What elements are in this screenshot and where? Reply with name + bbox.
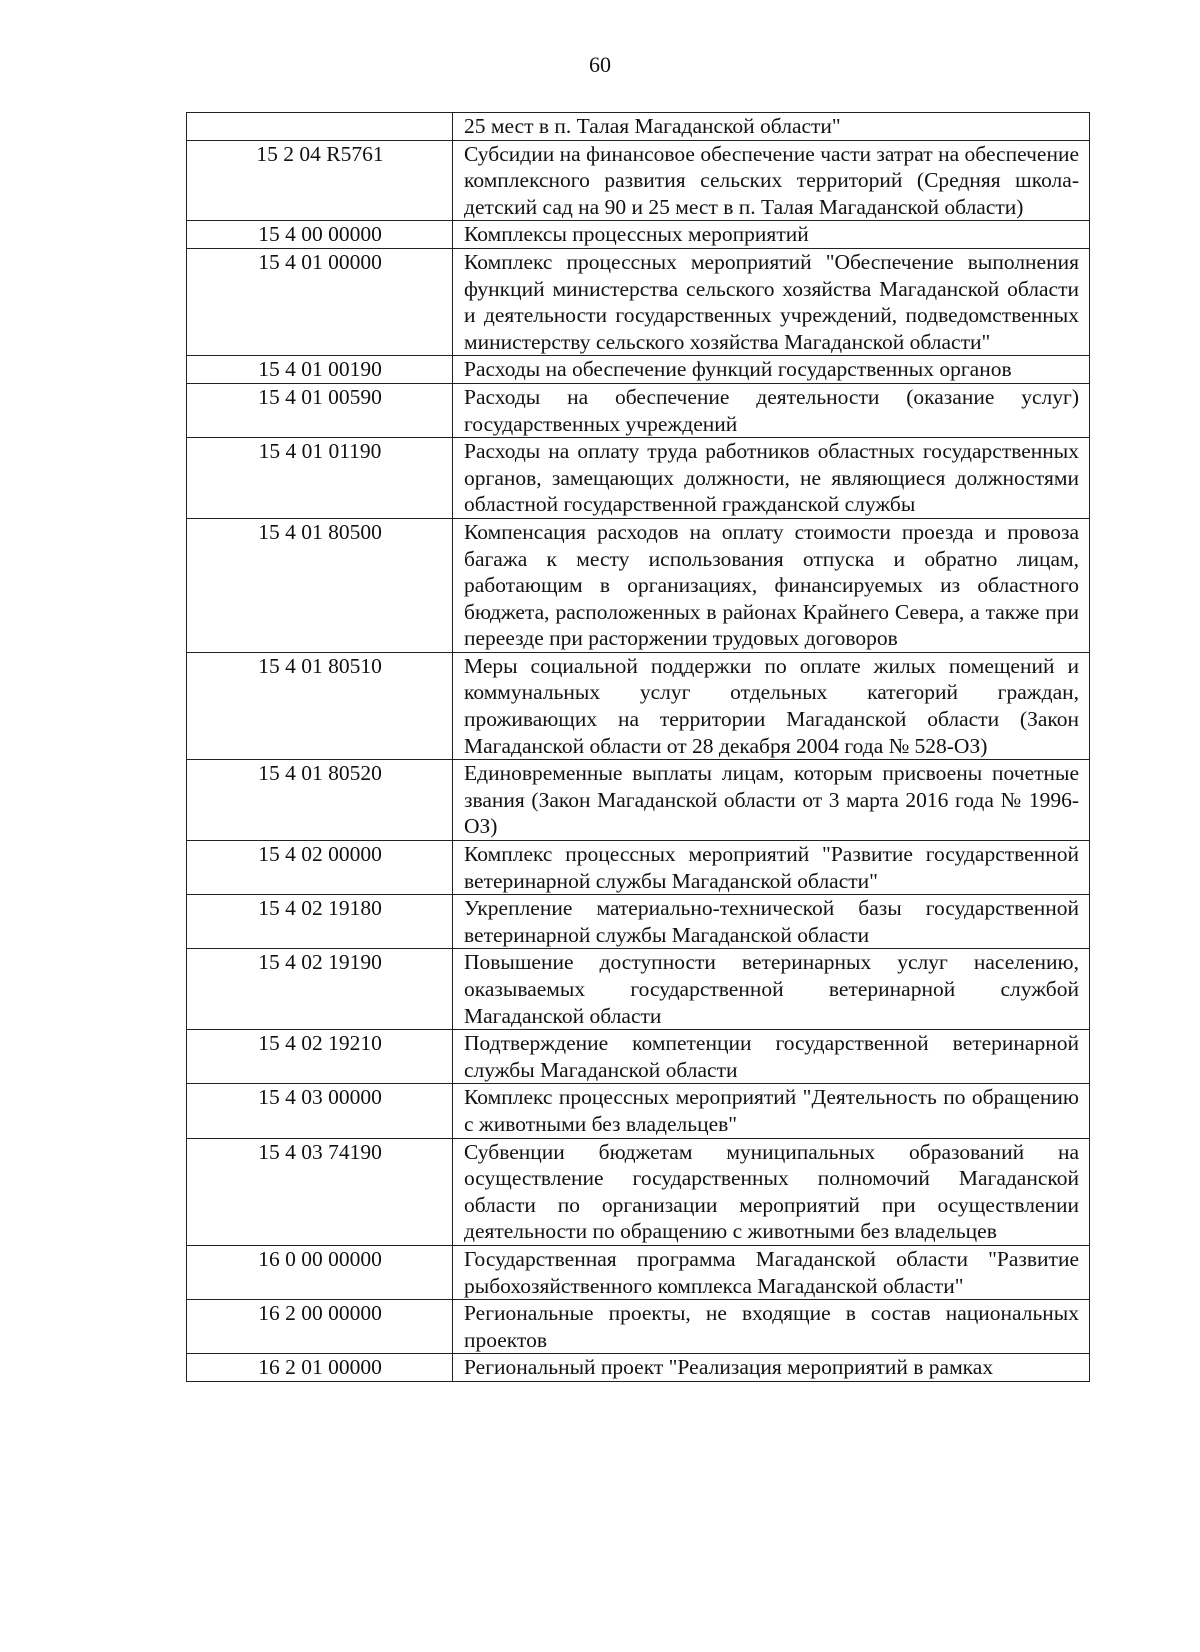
table-row <box>187 383 1090 437</box>
table-row <box>187 1300 1090 1354</box>
description-cell: Меры социальной поддержки по оплате жилых помещений и коммунальных услуг отдельных категорий граждан, проживающих на территории Магаданской области (Закон Магаданской области от 28 декабря 2004 года № 528-ОЗ) <box>453 652 1090 759</box>
code-cell: 16 2 00 00000 <box>187 1300 453 1354</box>
table-row <box>187 140 1090 221</box>
description-cell: 25 мест в п. Талая Магаданской области" <box>453 113 1090 141</box>
description-cell: Региональный проект "Реализация мероприятий в рамках <box>453 1354 1090 1382</box>
code-cell: 15 2 04 R5761 <box>187 140 453 221</box>
code-cell: 15 4 03 00000 <box>187 1084 453 1138</box>
code-cell: 16 0 00 00000 <box>187 1245 453 1299</box>
table-row <box>187 1354 1090 1382</box>
table-row <box>187 652 1090 759</box>
code-cell: 15 4 02 19180 <box>187 895 453 949</box>
description-cell: Субсидии на финансовое обеспечение части затрат на обеспечение комплексного развития сельских территорий (Средняя школа-детский сад на 90 и 25 мест в п. Талая Магаданской области) <box>453 140 1090 221</box>
classification-table <box>186 112 1090 1382</box>
code-cell: 15 4 00 00000 <box>187 221 453 249</box>
table-row <box>187 438 1090 519</box>
table-row <box>187 841 1090 895</box>
description-cell: Комплексы процессных мероприятий <box>453 221 1090 249</box>
code-cell <box>187 113 453 141</box>
description-cell: Государственная программа Магаданской области "Развитие рыбохозяйственного комплекса Магаданской области" <box>453 1245 1090 1299</box>
description-cell: Расходы на обеспечение деятельности (оказание услуг) государственных учреждений <box>453 383 1090 437</box>
description-cell: Компенсация расходов на оплату стоимости проезда и провоза багажа к месту использования отпуска и обратно лицам, работающим в организациях, финансируемых из областного бюджета, расположенных в районах Крайнего Севера, а также при переезде при расторжении трудовых договоров <box>453 518 1090 652</box>
table-row <box>187 518 1090 652</box>
code-cell: 15 4 01 01190 <box>187 438 453 519</box>
description-cell: Комплекс процессных мероприятий "Развитие государственной ветеринарной службы Магаданской области" <box>453 841 1090 895</box>
code-cell: 15 4 02 00000 <box>187 841 453 895</box>
code-cell: 15 4 01 00590 <box>187 383 453 437</box>
description-cell: Повышение доступности ветеринарных услуг населению, оказываемых государственной ветеринарной службой Магаданской области <box>453 949 1090 1030</box>
page-number: 60 <box>589 52 611 77</box>
description-cell: Субвенции бюджетам муниципальных образований на осуществление государственных полномочий Магаданской области по организации мероприятий при осуществлении деятельности по обращению с животными без владельцев <box>453 1138 1090 1245</box>
table-row <box>187 1245 1090 1299</box>
description-cell: Комплекс процессных мероприятий "Деятельность по обращению с животными без владельцев" <box>453 1084 1090 1138</box>
table-row <box>187 1138 1090 1245</box>
table-row <box>187 113 1090 141</box>
table-row <box>187 221 1090 249</box>
table-row <box>187 760 1090 841</box>
code-cell: 15 4 01 80510 <box>187 652 453 759</box>
description-cell: Подтверждение компетенции государственной ветеринарной службы Магаданской области <box>453 1030 1090 1084</box>
code-cell: 15 4 03 74190 <box>187 1138 453 1245</box>
code-cell: 15 4 01 80520 <box>187 760 453 841</box>
code-cell: 15 4 01 00190 <box>187 356 453 384</box>
code-cell: 16 2 01 00000 <box>187 1354 453 1382</box>
description-cell: Региональные проекты, не входящие в состав национальных проектов <box>453 1300 1090 1354</box>
table-row <box>187 1084 1090 1138</box>
table-row <box>187 949 1090 1030</box>
description-cell: Расходы на оплату труда работников областных государственных органов, замещающих должности, не являющиеся должностями областной государственной гражданской службы <box>453 438 1090 519</box>
table-row <box>187 248 1090 355</box>
description-cell: Расходы на обеспечение функций государственных органов <box>453 356 1090 384</box>
code-cell: 15 4 02 19190 <box>187 949 453 1030</box>
table-row <box>187 895 1090 949</box>
description-cell: Единовременные выплаты лицам, которым присвоены почетные звания (Закон Магаданской области от 3 марта 2016 года № 1996-ОЗ) <box>453 760 1090 841</box>
code-cell: 15 4 01 00000 <box>187 248 453 355</box>
table-row <box>187 1030 1090 1084</box>
table-row <box>187 356 1090 384</box>
description-cell: Укрепление материально-технической базы государственной ветеринарной службы Магаданской области <box>453 895 1090 949</box>
description-cell: Комплекс процессных мероприятий "Обеспечение выполнения функций министерства сельского хозяйства Магаданской области и деятельности государственных учреждений, подведомственных министерству сельского хозяйства Магаданской области" <box>453 248 1090 355</box>
code-cell: 15 4 01 80500 <box>187 518 453 652</box>
code-cell: 15 4 02 19210 <box>187 1030 453 1084</box>
